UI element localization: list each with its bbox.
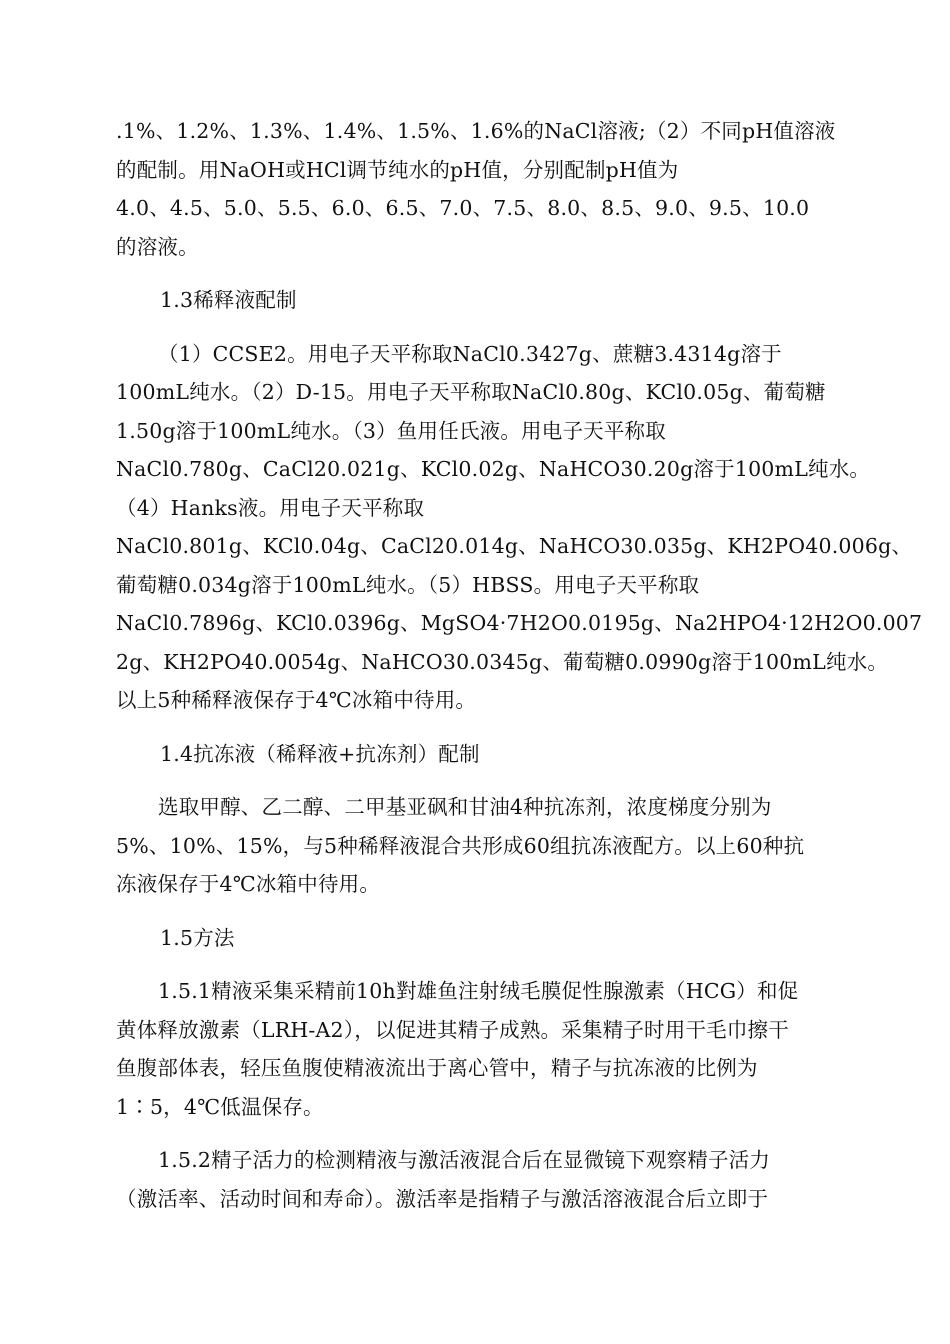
text-line: 黄体释放激素（LRH-A2），以促进其精子成熟。采集精子时用干毛巾擦干	[116, 1017, 789, 1042]
document-page	[116, 112, 923, 1218]
paragraph-nacl-ph	[116, 112, 838, 266]
heading-text: 1.4抗冻液（稀释液+抗冻剂）配制	[160, 741, 480, 766]
text-line: 1.5.2精子活力的检测精液与激活液混合后在显微镜下观察精子活力	[158, 1148, 771, 1172]
paragraph-cryoprotectant	[116, 788, 838, 904]
text-line: NaCl0.7896g、KCl0.0396g、MgSO4·7H2O0.0195g、Na2HPO4·12H2O0.007	[116, 611, 923, 635]
text-line: NaCl0.780g、CaCl20.021g、KCl0.02g、NaHCO30.20g溶于100mL纯水。	[116, 457, 871, 481]
paragraph-gap	[116, 720, 838, 735]
text-line: 的溶液。	[116, 234, 199, 259]
paragraph-gap	[116, 1126, 838, 1141]
text-line: 的配制。用NaOH或HCl调节纯水的pH值，分别配制pH值为	[116, 157, 679, 182]
text-line: 5%、10%、15%，与5种稀释液混合共形成60组抗冻液配方。以上60种抗	[116, 833, 805, 858]
heading-text: 1.3稀释液配制	[160, 288, 297, 312]
paragraph-sperm-motility	[116, 1141, 838, 1218]
paragraph-gap	[116, 773, 838, 788]
text-line: （1）CCSE2。用电子天平称取NaCl0.3427g、蔗糖3.4314g溶于	[158, 341, 782, 366]
heading-text: 1.5方法	[160, 925, 235, 950]
paragraph-gap	[116, 266, 838, 281]
section-heading-1-4	[116, 735, 838, 774]
text-line: .1%、1.2%、1.3%、1.4%、1.5%、1.6%的NaCl溶液;（2）不同pH值溶液	[116, 119, 836, 143]
text-line: 鱼腹部体表，轻压鱼腹使精液流出于离心管中，精子与抗冻液的比例为	[116, 1056, 758, 1080]
section-heading-1-5	[116, 919, 838, 958]
text-line: 以上5种稀释液保存于4℃冰箱中待用。	[116, 688, 477, 712]
text-line: 1.5.1精液采集采精前10h對雄鱼注射绒毛膜促性腺激素（HCG）和促	[158, 979, 799, 1003]
paragraph-gap	[116, 320, 838, 335]
section-heading-1-3	[116, 281, 838, 320]
text-line: 1.50g溶于100mL纯水。（3）鱼用任氏液。用电子天平称取	[116, 418, 666, 443]
text-line: 选取甲醇、乙二醇、二甲基亚砜和甘油4种抗冻剂，浓度梯度分别为	[158, 795, 772, 819]
paragraph-gap	[116, 904, 838, 919]
text-line: 4.0、4.5、5.0、5.5、6.0、6.5、7.0、7.5、8.0、8.5、9.0、9.5、10.0	[116, 196, 810, 220]
text-line: 冻液保存于4℃冰箱中待用。	[116, 872, 381, 896]
text-line: 葡萄糖0.034g溶于100mL纯水。（5）HBSS。用电子天平称取	[116, 572, 700, 597]
text-line: （激活率、活动时间和寿命）。激活率是指精子与激活溶液混合后立即于	[116, 1186, 769, 1211]
text-line: 1∶5，4℃低温保存。	[116, 1094, 324, 1119]
text-line: （4）Hanks液。用电子天平称取	[116, 495, 425, 520]
paragraph-diluent-preparation	[116, 335, 923, 720]
text-line: 2g、KH2PO40.0054g、NaHCO30.0345g、葡萄糖0.0990g溶于100mL纯水。	[116, 649, 889, 674]
paragraph-semen-collection	[116, 972, 838, 1126]
paragraph-gap	[116, 957, 838, 972]
text-line: 100mL纯水。（2）D-15。用电子天平称取NaCl0.80g、KCl0.05g、葡萄糖	[116, 380, 826, 404]
text-line: NaCl0.801g、KCl0.04g、CaCl20.014g、NaHCO30.035g、KH2PO40.006g、	[116, 534, 913, 558]
